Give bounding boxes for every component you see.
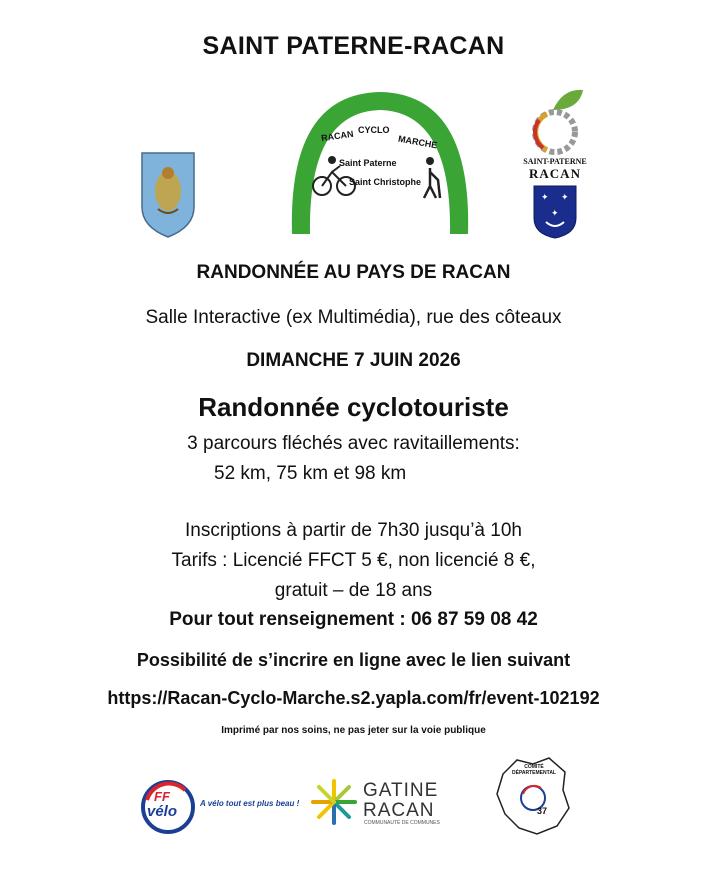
gatine-racan-burst-icon bbox=[310, 778, 358, 826]
comite-number: 37 bbox=[537, 806, 548, 816]
tarifs-line-2: gratuit – de 18 ans bbox=[274, 580, 433, 601]
routes-line: 3 parcours fléchés avec ravitaillements: bbox=[187, 433, 520, 454]
event-heading: Randonnée cyclotouriste bbox=[198, 392, 509, 422]
svg-text:✦: ✦ bbox=[551, 209, 559, 219]
contact-line: Pour tout renseignement : 06 87 59 08 42 bbox=[169, 609, 538, 630]
ffvelo-ff: FF bbox=[154, 789, 170, 804]
club-logo-word-racan: RACAN bbox=[320, 128, 355, 144]
coat-of-arms-left-icon bbox=[140, 151, 196, 239]
ffvelo-tagline: A vélo tout est plus beau ! bbox=[200, 799, 300, 808]
gatine-line-1: GATINE bbox=[363, 780, 439, 801]
comite-line-1: COMITÉ bbox=[524, 764, 544, 770]
event-date: DIMANCHE 7 JUIN 2026 bbox=[246, 350, 461, 371]
svg-text:✦: ✦ bbox=[561, 193, 569, 203]
town-logo-emblem-icon bbox=[527, 86, 587, 158]
club-logo-town-1: Saint Paterne bbox=[339, 158, 397, 168]
registration-line: Inscriptions à partir de 7h30 jusqu’à 10h bbox=[185, 520, 522, 541]
registration-url-link[interactable]: https://Racan-Cyclo-Marche.s2.yapla.com/fr/event-102192 bbox=[107, 688, 600, 708]
comite-line-2: DÉPARTEMENTAL bbox=[512, 770, 556, 776]
event-name: RANDONNÉE AU PAYS DE RACAN bbox=[196, 262, 511, 283]
distances-line: 52 km, 75 km et 98 km bbox=[214, 463, 407, 484]
ffvelo-velo: vélo bbox=[147, 803, 178, 820]
event-venue: Salle Interactive (ex Multimédia), rue des côteaux bbox=[145, 307, 562, 328]
gatine-line-2: RACAN bbox=[363, 800, 435, 821]
club-logo-word-marche: MARCHE bbox=[397, 133, 439, 151]
gatine-subtitle: COMMUNAUTÉ DE COMMUNES bbox=[364, 820, 440, 826]
club-logo-town-2: Saint Christophe bbox=[349, 177, 422, 187]
online-registration-line: Possibilité de s’incrire en ligne avec le lien suivant bbox=[136, 650, 571, 670]
club-logo-word-cyclo: CYCLO bbox=[358, 125, 390, 135]
svg-text:✦: ✦ bbox=[541, 193, 549, 203]
town-shield-icon bbox=[532, 184, 578, 240]
page-title: SAINT PATERNE-RACAN bbox=[202, 32, 505, 60]
town-logo-name-2: RACAN bbox=[529, 166, 581, 181]
printed-note: Imprimé par nos soins, ne pas jeter sur la voie publique bbox=[221, 725, 486, 736]
tarifs-line-1: Tarifs : Licencié FFCT 5 €, non licencié 8 €, bbox=[171, 550, 536, 571]
town-logo-name-1: SAINT-PATERNE bbox=[523, 157, 587, 166]
